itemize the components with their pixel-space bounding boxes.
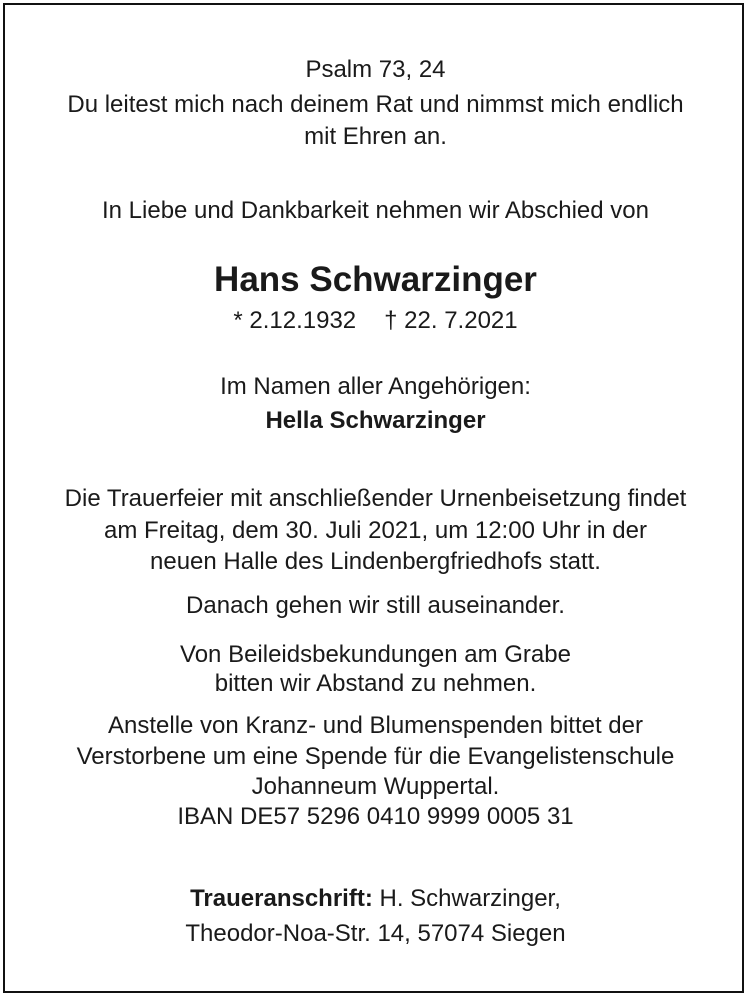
donation-line-1: Anstelle von Kranz- und Blumenspenden bittet der	[108, 712, 643, 739]
donation-line-3: Johanneum Wuppertal.	[251, 773, 500, 800]
address-street: Theodor-Noa-Str. 14, 57074 Siegen	[185, 920, 566, 947]
condolences-line-2: bitten wir Abstand zu nehmen.	[214, 670, 537, 697]
deceased-name: Hans Schwarzinger	[214, 260, 537, 299]
address-recipient: H. Schwarzinger,	[379, 885, 561, 912]
mourners-intro: Im Namen aller Angehörigen:	[220, 373, 531, 400]
donation-line-2: Verstorbene um eine Spende für die Evangelistenschule	[76, 743, 675, 770]
birth-date: * 2.12.1932	[233, 307, 357, 334]
dispersal-note: Danach gehen wir still auseinander.	[186, 592, 565, 619]
mourner-name: Hella Schwarzinger	[265, 407, 486, 434]
condolences-line-1: Von Beileidsbekundungen am Grabe	[180, 641, 571, 668]
ceremony-line-2: am Freitag, dem 30. Juli 2021, um 12:00 Uhr in der	[104, 517, 647, 544]
psalm-verse-line-2: mit Ehren an.	[304, 123, 447, 150]
ceremony-line-1: Die Trauerfeier mit anschließender Urnenbeisetzung findet	[64, 485, 687, 512]
address-line-1	[0, 884, 751, 914]
address-label: Traueranschrift:	[190, 885, 373, 912]
life-dates	[0, 306, 751, 336]
psalm-verse-line-1: Du leitest mich nach deinem Rat und nimmst mich endlich	[67, 91, 684, 118]
death-date: † 22. 7.2021	[384, 307, 518, 334]
donation-iban: IBAN DE57 5296 0410 9999 0005 31	[177, 803, 574, 830]
psalm-reference: Psalm 73, 24	[305, 56, 446, 83]
farewell-intro: In Liebe und Dankbarkeit nehmen wir Abschied von	[101, 197, 649, 224]
ceremony-line-3: neuen Halle des Lindenbergfriedhofs statt.	[150, 548, 601, 575]
